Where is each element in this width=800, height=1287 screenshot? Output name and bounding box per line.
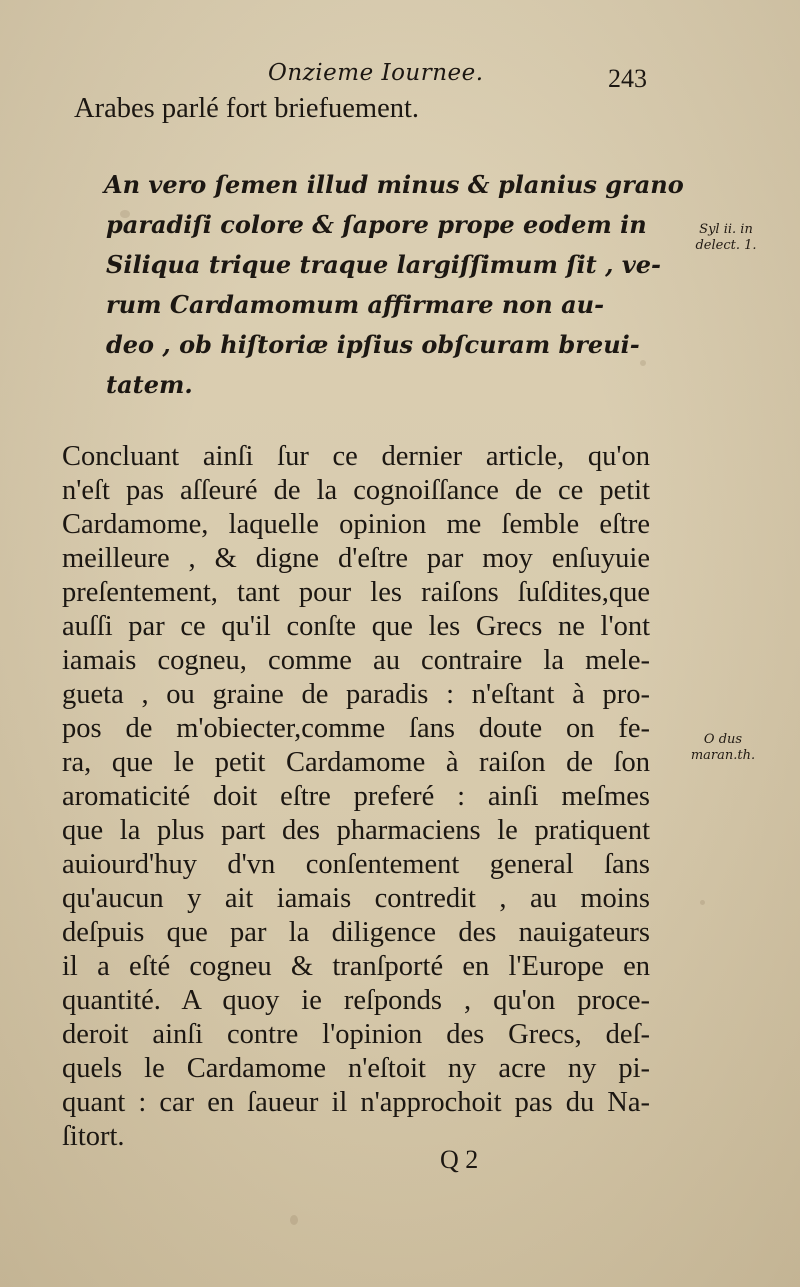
paragraph-line: n'eſt pas aſſeuré de la cognoiſſance de ce petit: [62, 475, 650, 506]
paragraph-line: deroit ainſi contre l'opinion des Grecs, deſ-: [62, 1019, 650, 1050]
paragraph-line: que la plus part des pharmaciens le pratiquent: [62, 815, 650, 846]
paragraph-line: pos de m'obiecter,comme ſans doute on fe-: [62, 713, 650, 744]
margin-note-line: O dus: [703, 732, 743, 747]
running-title: Onzieme Iournee.: [268, 60, 484, 86]
paragraph-line: Concluant ainſi ſur ce dernier article, qu'on: [62, 441, 650, 472]
paragraph-line: deſpuis que par la diligence des nauigateurs: [62, 917, 650, 948]
paragraph-line: qu'aucun y ait iamais contredit , au moins: [62, 883, 650, 914]
quote-line: tatem.: [106, 370, 193, 399]
margin-note-line: Syl ii. in: [699, 222, 753, 237]
quote-line: paradiſi colore & ſapore prope eodem in: [106, 210, 647, 239]
running-head: [0, 56, 800, 96]
paragraph-line: preſentement, tant pour les raiſons ſuſdites,que: [62, 577, 650, 608]
paper-stain: [700, 900, 705, 905]
quote-line: rum Cardamomum affirmare non au-: [106, 290, 605, 319]
paragraph-line: ra, que le petit Cardamome à raiſon de ſon: [62, 747, 650, 778]
paragraph-line: aromaticité doit eſtre preferé : ainſi meſmes: [62, 781, 650, 812]
paper-stain: [640, 360, 646, 366]
paragraph-line: gueta , ou graine de paradis : n'eſtant à pro-: [62, 679, 650, 710]
margin-note-reference: [668, 732, 778, 764]
paragraph-line: meilleure , & digne d'eſtre par moy enſuyuie: [62, 543, 650, 574]
paragraph-line: quantité. A quoy ie reſponds , qu'on proce-: [62, 985, 650, 1016]
signature-mark: Q 2: [440, 1145, 479, 1174]
paragraph-line: auiourd'huy d'vn conſentement general ſans: [62, 849, 650, 880]
paragraph-line: il a eſté cogneu & tranſporté en l'Europe en: [62, 951, 650, 982]
paragraph-line: iamais cogneu, comme au contraire la mele-: [62, 645, 650, 676]
paragraph-line: Cardamome, laquelle opinion me ſemble eſtre: [62, 509, 650, 540]
paper-stain: [290, 1215, 298, 1225]
margin-note-line: maran.th.: [690, 748, 756, 763]
paragraph-line: auſſi par ce qu'il conſte que les Grecs ne l'ont: [62, 611, 650, 642]
paragraph-line: quels le Cardamome n'eſtoit ny acre ny pi-: [62, 1053, 650, 1084]
paragraph-line: ſitort.: [62, 1121, 125, 1152]
quote-line: Siliqua trique traque largiſſimum ſit , ve-: [106, 250, 661, 279]
margin-note-reference: [676, 222, 776, 254]
quote-line: deo , ob hiſtoriæ ipſius obſcuram breui-: [106, 330, 640, 359]
paragraph-line: quant : car en ſaueur il n'approchoit pas du Na-: [62, 1087, 650, 1118]
continuation-line: Arabes parlé fort briefuement.: [74, 93, 420, 124]
page-number: 243: [608, 64, 647, 93]
quote-line: An vero ſemen illud minus & planius grano: [104, 170, 684, 199]
margin-note-line: delect. 1.: [695, 238, 757, 253]
